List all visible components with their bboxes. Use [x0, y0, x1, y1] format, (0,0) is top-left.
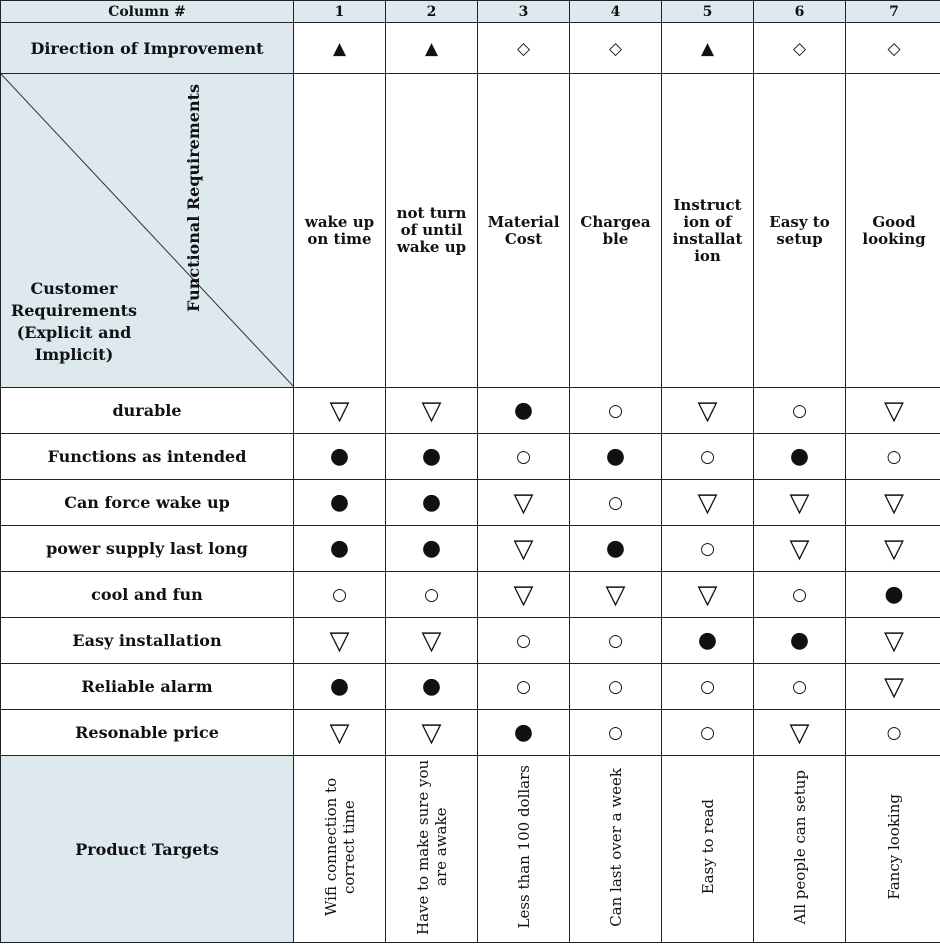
- open-triangle-down-icon: ▽: [789, 533, 810, 564]
- open-triangle-down-icon: ▽: [697, 395, 718, 426]
- relationship-cell: [478, 664, 570, 710]
- functional-requirement: Instruct ion of installat ion: [662, 74, 754, 388]
- functional-requirement: wake up on time: [294, 74, 386, 388]
- relationship-cell: [478, 618, 570, 664]
- column-number: 5: [662, 1, 754, 23]
- product-target-cell: [386, 756, 478, 943]
- customer-requirement-row: [1, 618, 940, 664]
- relationship-cell: [294, 572, 386, 618]
- filled-circle-icon: ●: [513, 720, 534, 745]
- open-circle-icon: ○: [792, 676, 807, 697]
- open-circle-icon: ○: [886, 446, 902, 467]
- relationship-cell: [570, 434, 662, 480]
- direction-icon: ◇: [887, 38, 901, 59]
- relationship-cell: [294, 526, 386, 572]
- open-triangle-down-icon: ▽: [421, 395, 442, 426]
- column-number: 3: [478, 1, 570, 23]
- product-target: Easy to read: [698, 799, 717, 895]
- product-targets-row: [1, 756, 940, 943]
- relationship-cell: [386, 572, 478, 618]
- open-triangle-down-icon: ▽: [513, 487, 534, 518]
- product-target: Less than 100 dollars: [514, 765, 533, 929]
- relationship-cell: [570, 480, 662, 526]
- open-triangle-down-icon: ▽: [329, 625, 350, 656]
- relationship-cell: [846, 388, 940, 434]
- relationship-cell: [386, 526, 478, 572]
- customer-requirement-row: [1, 434, 940, 480]
- direction-icon: ◇: [608, 38, 623, 59]
- open-triangle-down-icon: ▽: [697, 579, 718, 610]
- product-target: Can last over a week: [606, 767, 625, 927]
- customer-requirement-row: [1, 526, 940, 572]
- column-number-label: Column #: [1, 1, 294, 23]
- customer-requirement-label: Functions as intended: [1, 434, 294, 480]
- customer-requirement-row: [1, 572, 940, 618]
- customer-requirement-label: Easy installation: [1, 618, 294, 664]
- product-target: Wifi connection to correct time: [321, 777, 358, 917]
- open-circle-icon: ○: [332, 584, 347, 605]
- relationship-cell: [294, 434, 386, 480]
- customer-requirement-label: power supply last long: [1, 526, 294, 572]
- filled-circle-icon: ●: [329, 444, 350, 469]
- relationship-cell: [754, 388, 846, 434]
- product-target-cell: [662, 756, 754, 943]
- relationship-cell: [294, 618, 386, 664]
- relationship-cell: [478, 526, 570, 572]
- open-circle-icon: ○: [792, 400, 807, 421]
- filled-circle-icon: ●: [421, 536, 442, 561]
- column-number: 6: [754, 1, 846, 23]
- functional-requirement: Chargea ble: [570, 74, 662, 388]
- filled-circle-icon: ●: [421, 444, 442, 469]
- direction-row: [1, 23, 940, 74]
- filled-circle-icon: ●: [329, 490, 350, 515]
- relationship-cell: [386, 388, 478, 434]
- relationship-cell: [662, 388, 754, 434]
- relationship-cell: [570, 664, 662, 710]
- open-circle-icon: ○: [516, 446, 531, 467]
- filled-circle-icon: ●: [697, 628, 718, 653]
- functional-requirements-row: [1, 74, 940, 388]
- direction-cell: [478, 23, 570, 74]
- column-number: 7: [846, 1, 940, 23]
- open-circle-icon: ○: [516, 630, 531, 651]
- relationship-cell: [662, 618, 754, 664]
- open-circle-icon: ○: [608, 722, 623, 743]
- relationship-cell: [478, 434, 570, 480]
- open-circle-icon: ○: [608, 400, 623, 421]
- relationship-cell: [386, 710, 478, 756]
- product-target-cell: [570, 756, 662, 943]
- customer-requirement-row: [1, 664, 940, 710]
- product-target-cell: [478, 756, 570, 943]
- relationship-cell: [846, 434, 940, 480]
- relationship-cell: [754, 434, 846, 480]
- relationship-cell: [570, 572, 662, 618]
- functional-requirement: Easy to setup: [754, 74, 846, 388]
- relationship-cell: [846, 480, 940, 526]
- customer-requirement-label: Reliable alarm: [1, 664, 294, 710]
- filled-circle-icon: ●: [329, 536, 350, 561]
- open-triangle-down-icon: ▽: [884, 671, 904, 702]
- open-circle-icon: ○: [608, 630, 623, 651]
- relationship-cell: [846, 526, 940, 572]
- relationship-cell: [386, 618, 478, 664]
- open-circle-icon: ○: [700, 538, 715, 559]
- customer-requirement-label: durable: [1, 388, 294, 434]
- filled-circle-icon: ●: [329, 674, 350, 699]
- open-circle-icon: ○: [886, 722, 902, 743]
- relationship-cell: [662, 710, 754, 756]
- relationship-cell: [478, 710, 570, 756]
- product-targets-label: Product Targets: [1, 756, 294, 943]
- customer-requirements-label: Customer Requirements (Explicit and Implicit): [10, 279, 138, 364]
- relationship-cell: [478, 480, 570, 526]
- open-triangle-down-icon: ▽: [421, 717, 442, 748]
- open-triangle-down-icon: ▽: [329, 395, 350, 426]
- relationship-cell: [846, 572, 940, 618]
- relationship-cell: [294, 710, 386, 756]
- product-target: Have to make sure you are awake: [413, 759, 450, 935]
- direction-cell: [754, 23, 846, 74]
- relationship-cell: [662, 664, 754, 710]
- relationship-cell: [386, 664, 478, 710]
- open-triangle-down-icon: ▽: [513, 579, 534, 610]
- relationship-cell: [386, 434, 478, 480]
- open-triangle-down-icon: ▽: [605, 579, 626, 610]
- filled-circle-icon: ●: [884, 582, 904, 607]
- direction-icon: ◇: [792, 38, 807, 59]
- product-target-cell: [846, 756, 940, 943]
- relationship-cell: [570, 618, 662, 664]
- direction-icon: ◇: [516, 38, 531, 59]
- open-triangle-down-icon: ▽: [329, 717, 350, 748]
- direction-icon: ▲: [700, 38, 715, 59]
- open-circle-icon: ○: [700, 722, 715, 743]
- open-circle-icon: ○: [608, 676, 623, 697]
- open-triangle-down-icon: ▽: [884, 395, 904, 426]
- relationship-cell: [478, 572, 570, 618]
- relationship-cell: [754, 618, 846, 664]
- product-target: Fancy looking: [885, 794, 903, 900]
- direction-icon: ▲: [424, 38, 439, 59]
- direction-cell: [386, 23, 478, 74]
- filled-circle-icon: ●: [605, 536, 626, 561]
- relationship-cell: [478, 388, 570, 434]
- column-number: 2: [386, 1, 478, 23]
- relationship-cell: [754, 526, 846, 572]
- product-target-cell: [294, 756, 386, 943]
- customer-requirement-label: Can force wake up: [1, 480, 294, 526]
- matrix-corner: [1, 74, 294, 388]
- relationship-cell: [662, 480, 754, 526]
- open-circle-icon: ○: [608, 492, 623, 513]
- direction-cell: [846, 23, 940, 74]
- functional-requirements-label: Functional Requirements: [184, 84, 203, 312]
- column-number: 4: [570, 1, 662, 23]
- open-circle-icon: ○: [792, 584, 807, 605]
- direction-icon: ▲: [332, 38, 347, 59]
- functional-requirement: Material Cost: [478, 74, 570, 388]
- relationship-cell: [662, 434, 754, 480]
- filled-circle-icon: ●: [421, 674, 442, 699]
- relationship-cell: [570, 388, 662, 434]
- customer-requirement-label: Resonable price: [1, 710, 294, 756]
- filled-circle-icon: ●: [605, 444, 626, 469]
- open-triangle-down-icon: ▽: [789, 487, 810, 518]
- relationship-cell: [754, 664, 846, 710]
- open-circle-icon: ○: [700, 676, 715, 697]
- relationship-cell: [662, 526, 754, 572]
- customer-requirement-row: [1, 388, 940, 434]
- relationship-cell: [294, 664, 386, 710]
- customer-requirement-row: [1, 480, 940, 526]
- filled-circle-icon: ●: [421, 490, 442, 515]
- functional-requirement: Good looking: [846, 74, 940, 388]
- filled-circle-icon: ●: [513, 398, 534, 423]
- filled-circle-icon: ●: [789, 628, 810, 653]
- customer-requirement-label: cool and fun: [1, 572, 294, 618]
- open-triangle-down-icon: ▽: [513, 533, 534, 564]
- customer-requirement-row: [1, 710, 940, 756]
- direction-cell: [294, 23, 386, 74]
- relationship-cell: [386, 480, 478, 526]
- relationship-cell: [846, 618, 940, 664]
- open-triangle-down-icon: ▽: [421, 625, 442, 656]
- functional-requirement: not turn of until wake up: [386, 74, 478, 388]
- relationship-cell: [570, 710, 662, 756]
- relationship-cell: [846, 664, 940, 710]
- product-target: All people can setup: [790, 769, 809, 925]
- relationship-cell: [846, 710, 940, 756]
- direction-label: Direction of Improvement: [1, 23, 294, 74]
- relationship-cell: [570, 526, 662, 572]
- relationship-cell: [754, 572, 846, 618]
- open-triangle-down-icon: ▽: [884, 487, 904, 518]
- column-number-row: [1, 1, 940, 23]
- open-triangle-down-icon: ▽: [884, 625, 904, 656]
- open-circle-icon: ○: [700, 446, 715, 467]
- direction-cell: [662, 23, 754, 74]
- open-triangle-down-icon: ▽: [789, 717, 810, 748]
- open-triangle-down-icon: ▽: [697, 487, 718, 518]
- relationship-cell: [294, 388, 386, 434]
- filled-circle-icon: ●: [789, 444, 810, 469]
- column-number: 1: [294, 1, 386, 23]
- open-triangle-down-icon: ▽: [884, 533, 904, 564]
- relationship-cell: [754, 710, 846, 756]
- open-circle-icon: ○: [424, 584, 439, 605]
- open-circle-icon: ○: [516, 676, 531, 697]
- direction-cell: [570, 23, 662, 74]
- relationship-cell: [754, 480, 846, 526]
- relationship-cell: [662, 572, 754, 618]
- product-target-cell: [754, 756, 846, 943]
- relationship-cell: [294, 480, 386, 526]
